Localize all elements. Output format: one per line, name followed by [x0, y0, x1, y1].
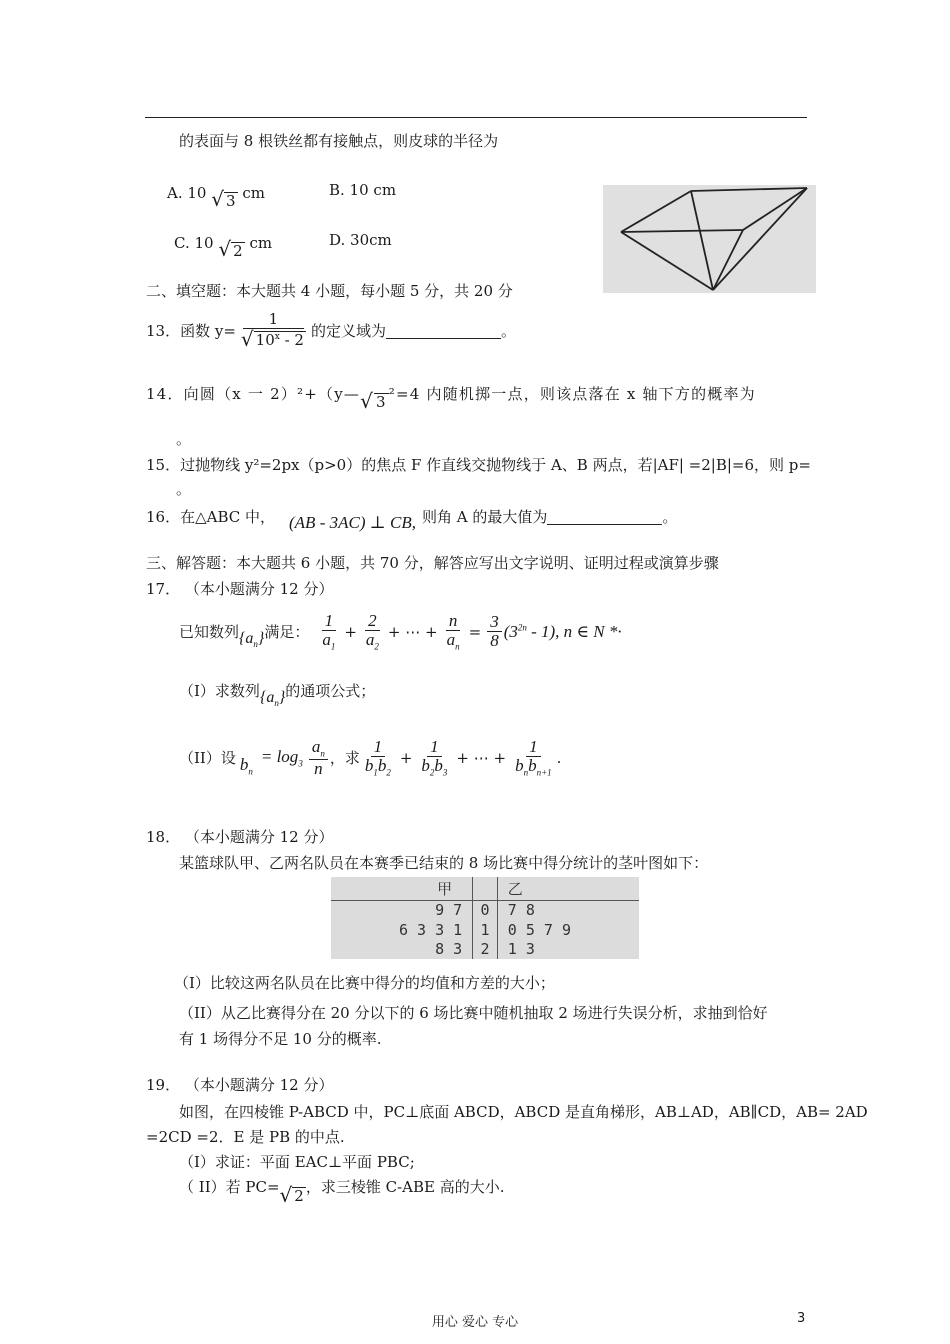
log-expr: = $\log_3$	[260, 747, 303, 769]
q15-line1: 15．过抛物线 y²=2px（p>0）的焦点 F 作直线交抛物线于 A、B 两点，若|AF| =2|B|=6，则 p=	[146, 456, 811, 474]
answer-blank	[386, 322, 501, 339]
sum-term: $\frac{1}{b_nb_{n+1}}$	[515, 737, 552, 778]
q12-option-d: D. 30cm	[329, 231, 392, 249]
q15-line2: 。	[176, 480, 192, 498]
q19-part1: （I）求证：平面 EAC⊥平面 PBC;	[179, 1153, 415, 1171]
stem-leaf-table	[331, 877, 639, 959]
player-yi-label: 乙	[497, 877, 639, 900]
log-argument: $\frac{a_n}{n}$	[309, 738, 328, 778]
q17-part2-text: （II）设	[179, 749, 236, 768]
q13-end: 。	[501, 322, 517, 341]
q17-part1	[179, 680, 376, 709]
q17-part1-text-b: 的通项公式；	[285, 682, 376, 700]
section-3-heading: 三、解答题：本大题共 6 小题，共 70 分，解答应写出文字说明、证明过程或演算步骤	[146, 554, 719, 572]
q13-fraction	[238, 312, 309, 350]
stem-leaf-row	[331, 940, 639, 959]
radicand: 3	[226, 191, 236, 210]
right-leaves: 1 3	[507, 940, 535, 959]
q17-part2-text-b: ，求	[329, 749, 360, 768]
radicand: 3	[376, 393, 387, 411]
sum-dots: + ⋯ +	[456, 748, 507, 767]
q19-part2-text-b: ，求三棱锥 C-ABE 高的大小.	[305, 1178, 505, 1196]
q17-given-text-b: 满足：	[264, 623, 310, 642]
left-leaves: 6 3 3 1	[398, 920, 463, 939]
q14-line2: 。	[176, 430, 192, 448]
header-rule	[145, 117, 807, 118]
q12-tail: 的表面与 8 根铁丝都有接触点，则皮球的半径为	[179, 132, 499, 150]
q16-suffix: 则角 A 的最大值为	[421, 508, 548, 526]
q18-intro: 某篮球队甲、乙两名队员在本赛季已结束的 8 场比赛中得分统计的茎叶图如下：	[179, 854, 709, 872]
q12-option-c	[174, 231, 273, 261]
sequence-notation: $\{a_n\}$	[259, 688, 286, 709]
q19-line1: 如图，在四棱锥 P-ABCD 中，PC⊥底面 ABCD，ABCD 是直角梯形，AB⊥AD，AB∥CD，AB= 2AD	[179, 1103, 868, 1121]
q16	[146, 506, 678, 532]
q19-part2-text: （ II）若 PC=	[179, 1178, 280, 1196]
q18-part2-line1: （II）从乙比赛得分在 20 分以下的 6 场比赛中随机抽取 2 场进行失误分析，求抽到恰好	[179, 1004, 768, 1022]
term-fraction: $\frac{1}{a_1}$	[322, 611, 336, 652]
q14	[146, 383, 756, 413]
q17-part1-text: （I）求数列	[179, 682, 260, 700]
q17-end: .	[556, 748, 562, 767]
q13-exponent: x	[274, 332, 280, 343]
stem-leaf-plot	[331, 877, 639, 959]
q17-rhs: $(3^{2n} - 1)$, n ∈ N *·	[503, 621, 622, 641]
right-leaves: 7 8	[507, 901, 535, 920]
left-leaves: 9 7	[435, 901, 463, 920]
bn-symbol: $b_n$	[239, 755, 253, 777]
left-leaves: 8 3	[435, 940, 463, 959]
q19-header: 19． （本小题满分 12 分）	[146, 1076, 334, 1094]
option-a-label: A. 10	[167, 184, 207, 202]
sum-term: $\frac{1}{b_2b_3}$	[421, 737, 448, 778]
q19-part2	[179, 1176, 505, 1207]
q18-header: 18． （本小题满分 12 分）	[146, 828, 334, 846]
q16-prefix: 16．在△ABC 中，	[146, 508, 276, 526]
q13-suffix: 的定义域为	[310, 322, 386, 341]
stem: 1	[473, 920, 498, 939]
sqrt-symbol: √ 3	[211, 187, 236, 211]
q12-option-b: B. 10 cm	[329, 181, 397, 199]
q14-part-a: 14．向圆（x 一 2）²+（y—	[146, 385, 361, 403]
q19-line2: =2CD =2．E 是 PB 的中点.	[146, 1128, 345, 1146]
sqrt-symbol: √ 2	[218, 237, 243, 261]
q13-denominator: √ 10$^x$ - 2	[240, 326, 304, 351]
stem-leaf-row	[331, 920, 639, 939]
coefficient-fraction: $\frac{3}{8}$	[487, 613, 502, 650]
player-jia-label: 甲	[331, 877, 473, 900]
wire-frame-figure	[603, 185, 816, 293]
q18-part1: （I）比较这两名队员在比赛中得分的均值和方差的大小；	[174, 974, 555, 992]
right-leaves: 0 5 7 9	[507, 920, 572, 939]
q13-numerator: 1	[243, 312, 305, 329]
q17-given-text: 已知数列	[179, 623, 240, 642]
q16-vector-expr: (AB - 3AC) ⊥ CB,	[289, 512, 416, 532]
q14-part-b: ²=4 内随机掷一点，则该点落在 x 轴下方的概率为	[388, 385, 756, 403]
q13-base: 10	[255, 331, 275, 350]
sequence-notation: $\{a_n\}$	[239, 630, 265, 650]
pyramid-diagram	[603, 185, 816, 293]
term-fraction: $\frac{n}{a_n}$	[446, 611, 460, 652]
stem: 2	[473, 940, 498, 959]
q17-part2: （II）设 $b_n$ = $\log_3$ $\frac{a_n}{n}$ ，求 $\frac{1}{b_1b_2}$ + $\frac{1}{b_2b_3}$ + ⋯ + $\frac{1}{b_nb_{n+1}}$ .	[179, 737, 562, 778]
option-c-label: C. 10	[174, 234, 214, 252]
radicand: 2	[294, 1187, 304, 1205]
stem-leaf-row	[331, 900, 639, 920]
page-footer: 用心 爱心 专心	[431, 1315, 519, 1330]
sum-term: $\frac{1}{b_1b_2}$	[364, 737, 391, 778]
sqrt-symbol: √ 2	[279, 1182, 304, 1207]
option-c-unit: cm	[249, 234, 273, 252]
q17-given: 已知数列 $\{a_n\}$ 满足： $\frac{1}{a_1}$ + $\frac{2}{a_2}$ + ⋯ + $\frac{n}{a_n}$ = $\frac{3}{8}$ $(3^{2n} - 1)$, n ∈ N *·	[179, 611, 622, 652]
q13	[146, 312, 516, 350]
q12-option-a	[167, 181, 265, 211]
q13-prefix: 13．函数 y=	[146, 322, 236, 341]
sqrt-symbol: √ 3	[360, 388, 387, 413]
page-number: 3	[797, 1311, 806, 1326]
q18-part2-line2: 有 1 场得分不足 10 分的概率.	[179, 1030, 382, 1048]
stem-leaf-header	[331, 877, 639, 900]
term-fraction: $\frac{2}{a_2}$	[365, 611, 379, 652]
q17-header: 17． （本小题满分 12 分）	[146, 580, 334, 598]
q13-den-rest: - 2	[279, 331, 304, 350]
answer-blank	[547, 508, 662, 525]
section-2-heading: 二、填空题：本大题共 4 小题，每小题 5 分，共 20 分	[146, 282, 513, 300]
option-a-unit: cm	[242, 184, 265, 202]
q16-end: 。	[662, 508, 678, 526]
radicand: 2	[233, 241, 243, 260]
stem: 0	[473, 900, 498, 920]
